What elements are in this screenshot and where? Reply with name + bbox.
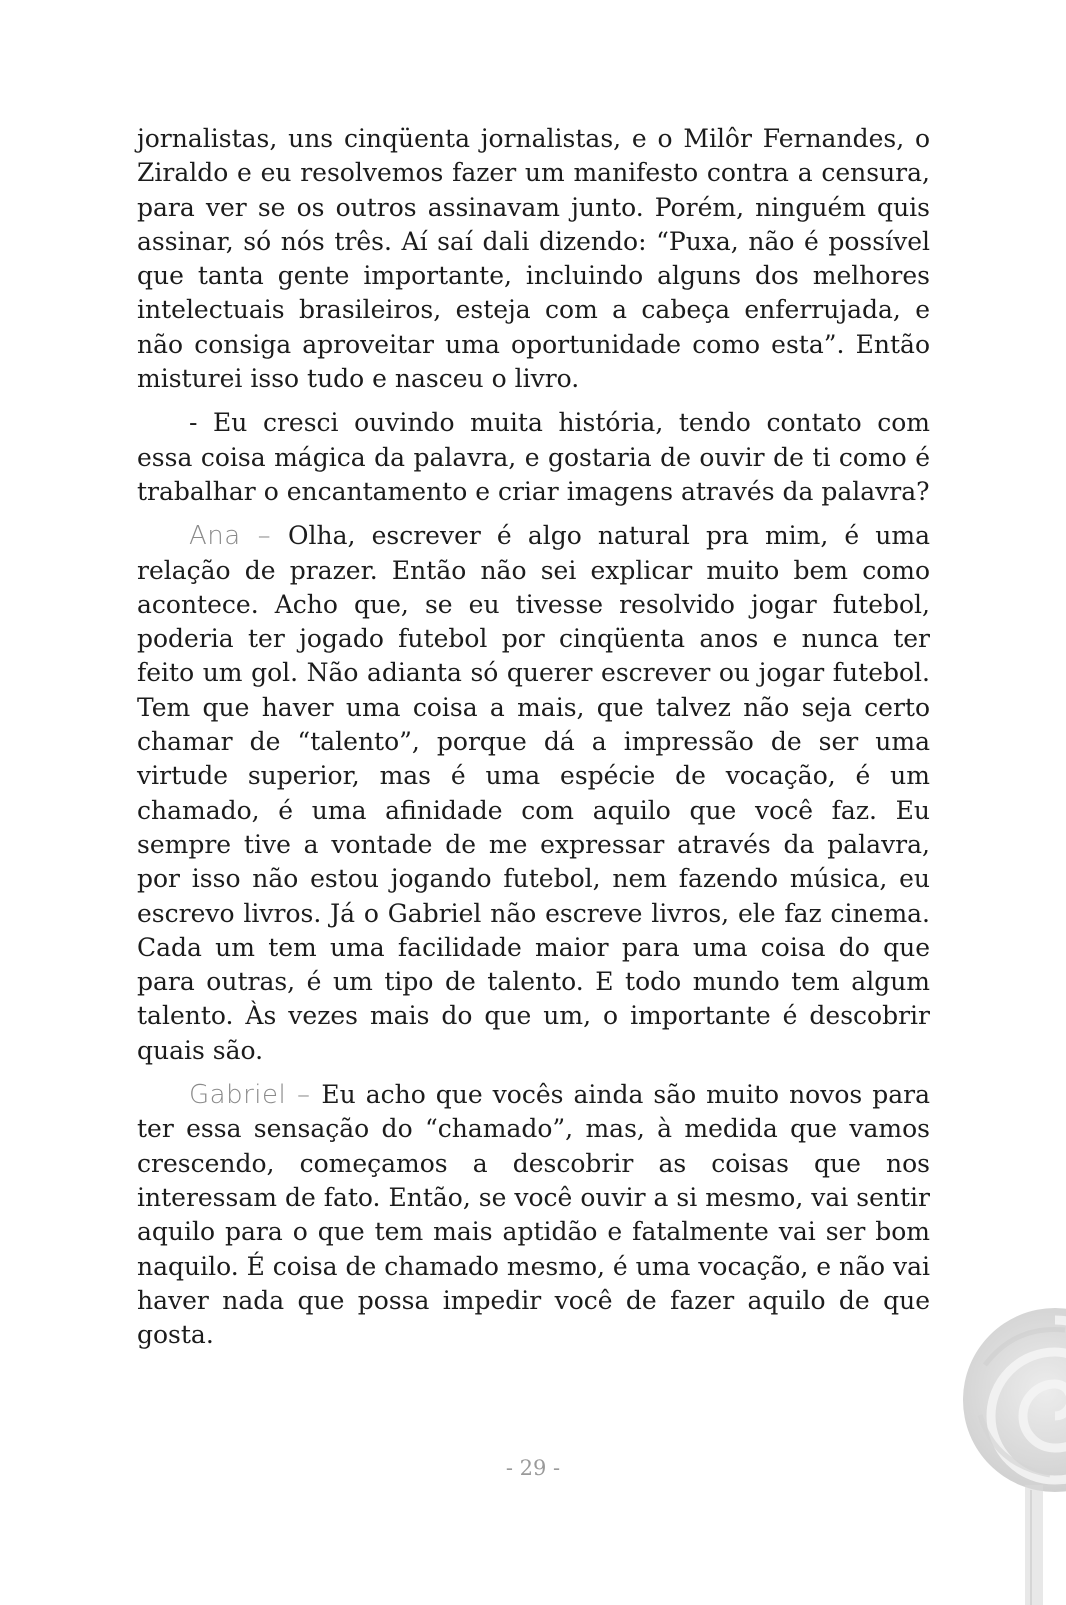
paragraph-3-ana — [137, 519, 930, 1068]
speaker-ana: Ana – — [189, 521, 289, 552]
paragraph-1-text: jornalistas, uns cinqüenta jornalistas, e o Milôr Fernandes, o Ziraldo e eu resolvemos fazer um manifesto contra a censura, para ver se os outros assinavam junto. Porém, ninguém quis assinar, só nós três. Aí saí dali dizendo: “Puxa, não é possível que tanta gente importante, incluindo alguns dos melhores intelectuais brasileiros, esteja com a cabeça enferrujada, e não consiga aproveitar uma oportunidade como esta”. Então misturei isso tudo e nasceu o livro. — [137, 124, 930, 394]
lollipop-icon — [955, 1305, 1066, 1605]
paragraph-3-text: Olha, escrever é algo natural pra mim, é uma relação de prazer. Então não sei explicar muito bem como acontece. Acho que, se eu tivesse resolvido jogar futebol, poderia ter jogado futebol por cinqüenta anos e nunca ter feito um gol. Não adianta só querer escrever ou jogar futebol. Tem que haver uma coisa a mais, que talvez não seja certo chamar de “talento”, porque dá a impressão de ser uma virtude superior, mas é uma espécie de vocação, é um chamado, é uma afinidade com aquilo que você faz. Eu sempre tive a vontade de me expressar através da palavra, por isso não estou jogando futebol, nem fazendo música, eu escrevo livros. Já o Gabriel não escreve livros, ele faz cinema. Cada um tem uma facilidade maior para uma coisa do que para outras, é um tipo de talento. E todo mundo tem algum talento. Às vezes mais do que um, o importante é descobrir quais são. — [137, 521, 931, 1065]
paragraph-4-text: Eu acho que vocês ainda são muito novos para ter essa sensação do “chamado”, mas, à medida que vamos crescendo, começamos a descobrir as coisas que nos interessam de fato. Então, se você ouvir a si mesmo, vai sentir aquilo para o que tem mais aptidão e fatalmente vai ser bom naquilo. É coisa de chamado mesmo, é uma vocação, e não vai haver nada que possa impedir você de fazer aquilo de que gosta. — [137, 1080, 930, 1350]
paragraph-2-text: - Eu cresci ouvindo muita história, tendo contato com essa coisa mágica da palavra, e gostaria de ouvir de ti como é trabalhar o encantamento e criar imagens através da palavra? — [137, 408, 930, 506]
paragraph-1 — [137, 122, 930, 396]
page-number: - 29 - — [505, 1456, 561, 1480]
paragraph-4-gabriel — [137, 1078, 930, 1352]
body-text — [137, 122, 930, 1362]
paragraph-2-question — [137, 406, 930, 509]
speaker-gabriel: Gabriel – — [189, 1080, 322, 1111]
